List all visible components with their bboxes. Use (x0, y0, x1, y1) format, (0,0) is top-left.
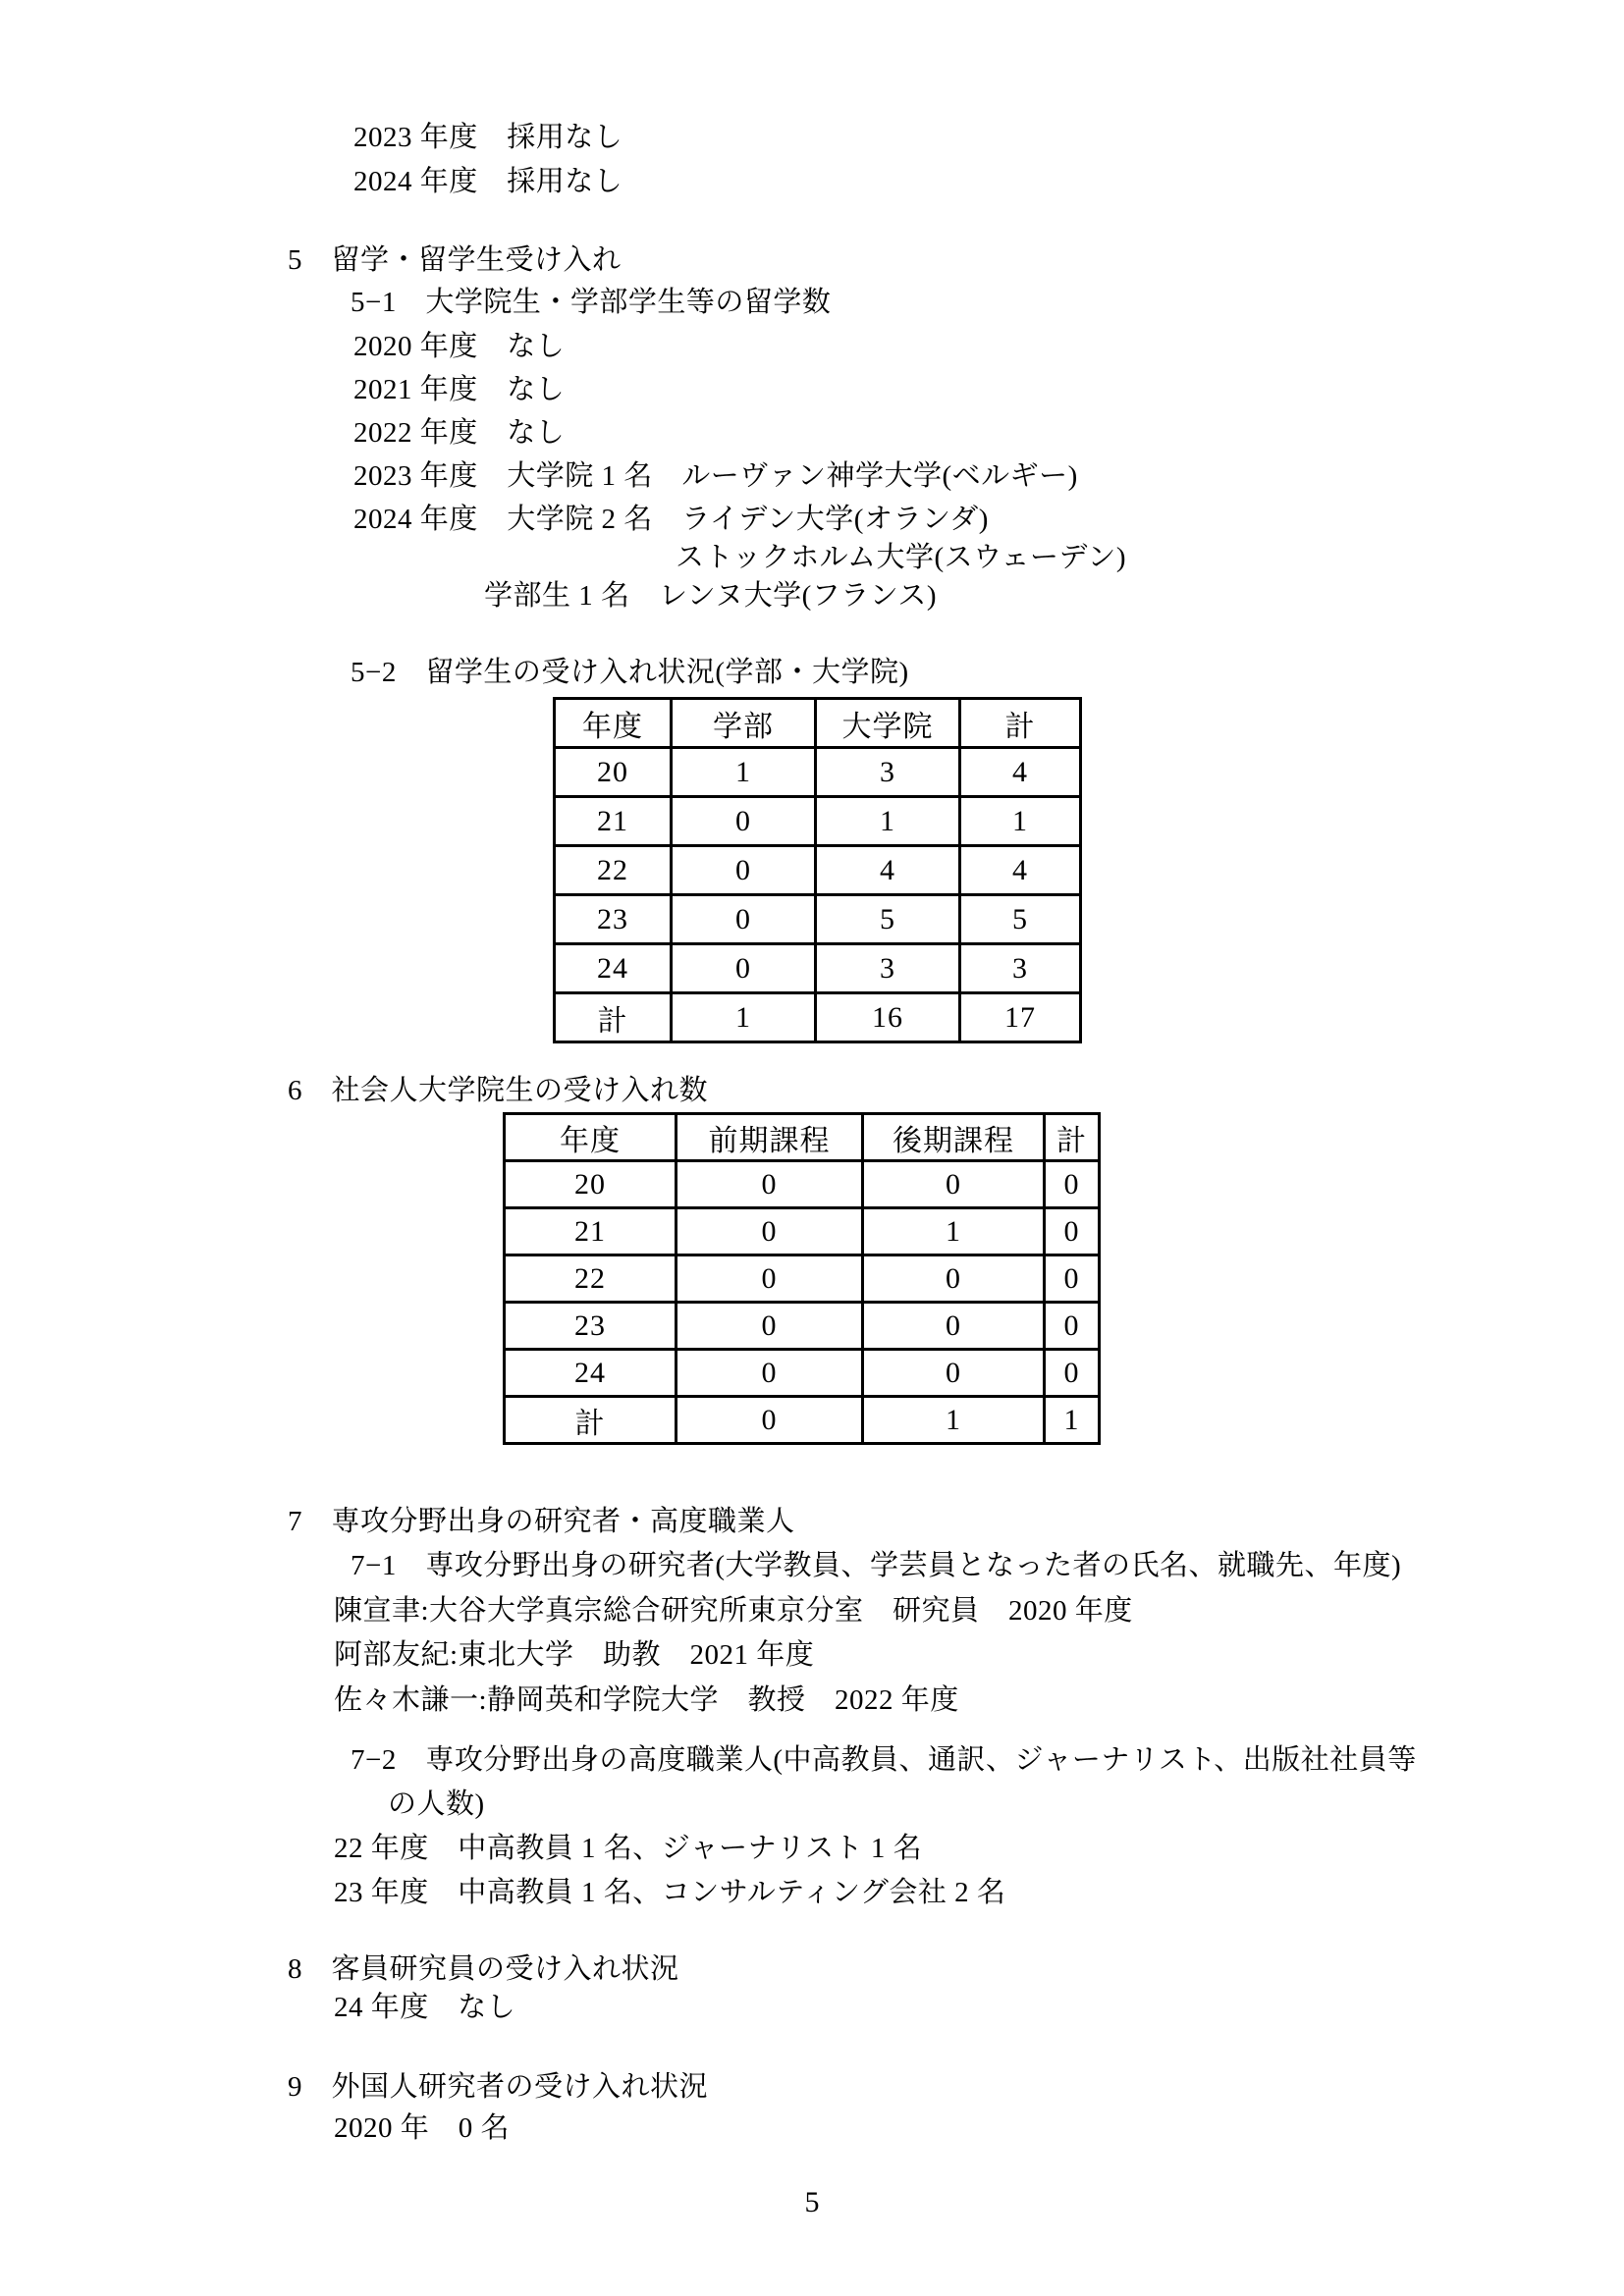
table-row (505, 1255, 1100, 1303)
table-cell: 0 (1045, 1350, 1100, 1397)
subsection-7-1-heading: 7−1 専攻分野出身の研究者(大学教員、学芸員となった者の氏名、就職先、年度) (351, 1550, 1402, 1581)
table-row (555, 895, 1081, 944)
table-cell: 0 (672, 944, 816, 993)
table-header-cell: 後期課程 (863, 1114, 1045, 1161)
study-abroad-line: 2024 年度 大学院 2 名 ライデン大学(オランダ) (353, 504, 989, 535)
researcher-line: 阿部友紀:東北大学 助教 2021 年度 (334, 1639, 815, 1671)
table-cell: 計 (505, 1397, 677, 1444)
table-cell: 0 (677, 1397, 863, 1444)
table-cell: 1 (863, 1208, 1045, 1255)
table-cell: 0 (863, 1255, 1045, 1303)
table-cell: 計 (555, 993, 672, 1042)
table-cell: 0 (677, 1350, 863, 1397)
table-cell: 1 (960, 797, 1081, 846)
table-row (505, 1397, 1100, 1444)
table-row (505, 1350, 1100, 1397)
section-8-line: 24 年度 なし (334, 1992, 516, 2023)
study-abroad-line: 2023 年度 大学院 1 名 ルーヴァン神学大学(ベルギー) (353, 460, 1078, 492)
table-cell: 4 (960, 846, 1081, 895)
table-row (555, 846, 1081, 895)
table-header-cell: 計 (960, 699, 1081, 748)
table-cell: 0 (672, 797, 816, 846)
table-row (555, 797, 1081, 846)
study-abroad-line: 2022 年度 なし (353, 417, 566, 449)
table-header-row (555, 699, 1081, 748)
table-header-row (505, 1114, 1100, 1161)
table-cell: 1 (672, 993, 816, 1042)
section-8-heading: 8 客員研究員の受け入れ状況 (288, 1953, 679, 1985)
table-cell: 4 (816, 846, 960, 895)
section-9-line: 2020 年 0 名 (334, 2112, 511, 2144)
table-cell: 3 (960, 944, 1081, 993)
table-header-cell: 年度 (505, 1114, 677, 1161)
table-cell: 1 (672, 748, 816, 797)
subsection-5-1-heading: 5−1 大学院生・学部学生等の留学数 (351, 287, 832, 318)
table-cell: 1 (816, 797, 960, 846)
study-abroad-line: 2020 年度 なし (353, 331, 566, 362)
table-cell: 16 (816, 993, 960, 1042)
table-cell: 0 (863, 1350, 1045, 1397)
table-row (555, 993, 1081, 1042)
table-cell: 0 (863, 1161, 1045, 1208)
table-cell: 3 (816, 944, 960, 993)
table-cell: 0 (677, 1255, 863, 1303)
table-row (505, 1161, 1100, 1208)
researcher-line: 陳宣聿:大谷大学真宗総合研究所東京分室 研究員 2020 年度 (334, 1595, 1133, 1627)
table-cell: 0 (1045, 1208, 1100, 1255)
table-cell: 4 (960, 748, 1081, 797)
top-line-2024: 2024 年度 採用なし (353, 166, 623, 197)
table-header-cell: 前期課程 (677, 1114, 863, 1161)
table-cell: 1 (1045, 1397, 1100, 1444)
researcher-line: 佐々木謙一:静岡英和学院大学 教授 2022 年度 (334, 1684, 959, 1716)
top-line-2023: 2023 年度 採用なし (353, 122, 623, 153)
table-cell: 0 (1045, 1303, 1100, 1350)
table-cell: 20 (505, 1161, 677, 1208)
table-cell: 21 (505, 1208, 677, 1255)
table-cell: 0 (672, 895, 816, 944)
table-cell: 23 (505, 1303, 677, 1350)
professional-line: 22 年度 中高教員 1 名、ジャーナリスト 1 名 (334, 1833, 923, 1864)
study-abroad-line-undergrad: 学部生 1 名 レンヌ大学(フランス) (484, 580, 938, 612)
subsection-7-2-heading-line1: 7−2 専攻分野出身の高度職業人(中高教員、通訳、ジャーナリスト、出版社社員等 (351, 1744, 1417, 1776)
table-header-cell: 年度 (555, 699, 672, 748)
table-header-cell: 計 (1045, 1114, 1100, 1161)
table-cell: 0 (672, 846, 816, 895)
table-cell: 22 (505, 1255, 677, 1303)
table-cell: 3 (816, 748, 960, 797)
professional-line: 23 年度 中高教員 1 名、コンサルティング会社 2 名 (334, 1877, 1006, 1908)
section-9-heading: 9 外国人研究者の受け入れ状況 (288, 2071, 709, 2103)
subsection-7-2-heading-line2: の人数) (388, 1789, 485, 1820)
table-cell: 0 (1045, 1161, 1100, 1208)
table-cell: 24 (555, 944, 672, 993)
table-cell: 23 (555, 895, 672, 944)
table-header-cell: 学部 (672, 699, 816, 748)
table-cell: 0 (677, 1208, 863, 1255)
table-row (505, 1208, 1100, 1255)
table-cell: 0 (677, 1161, 863, 1208)
page-number: 5 (804, 2186, 820, 2218)
study-abroad-line-continuation: ストックホルム大学(スウェーデン) (676, 542, 1127, 573)
table-header-cell: 大学院 (816, 699, 960, 748)
study-abroad-line: 2021 年度 なし (353, 374, 566, 405)
table-cell: 5 (816, 895, 960, 944)
table-row (555, 944, 1081, 993)
table-cell: 5 (960, 895, 1081, 944)
table-cell: 22 (555, 846, 672, 895)
table-cell: 24 (505, 1350, 677, 1397)
table-working-adult-students (503, 1112, 1101, 1445)
subsection-5-2-heading: 5−2 留学生の受け入れ状況(学部・大学院) (351, 657, 909, 688)
table-cell: 0 (677, 1303, 863, 1350)
table-cell: 20 (555, 748, 672, 797)
table-row (555, 748, 1081, 797)
section-5-heading: 5 留学・留学生受け入れ (288, 244, 622, 276)
section-7-heading: 7 専攻分野出身の研究者・高度職業人 (288, 1506, 795, 1537)
section-6-heading: 6 社会人大学院生の受け入れ数 (288, 1075, 709, 1106)
table-cell: 0 (1045, 1255, 1100, 1303)
table-cell: 21 (555, 797, 672, 846)
table-cell: 17 (960, 993, 1081, 1042)
table-cell: 1 (863, 1397, 1045, 1444)
table-cell: 0 (863, 1303, 1045, 1350)
table-international-students (553, 697, 1082, 1043)
table-row (505, 1303, 1100, 1350)
